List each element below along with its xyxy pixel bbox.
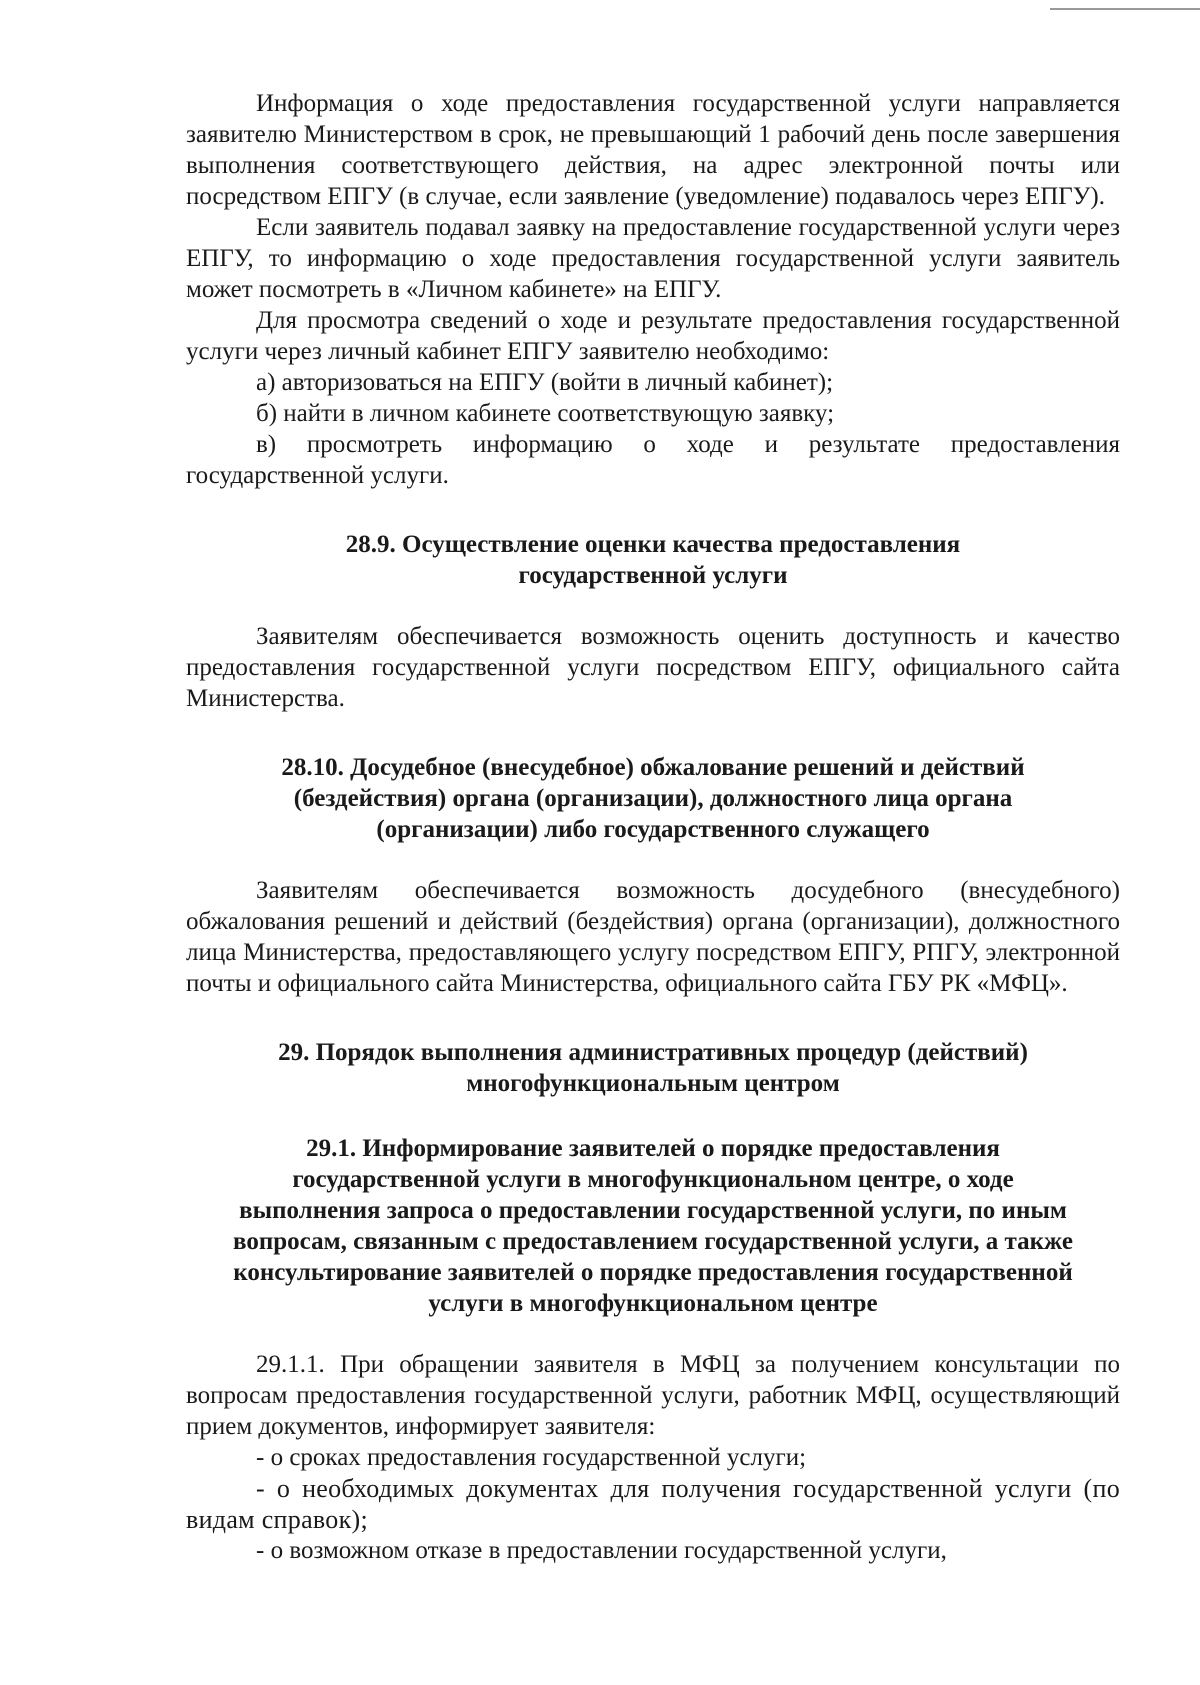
section-heading-28-10 xyxy=(158,752,1148,845)
heading-line: консультирование заявителей о порядке предоставления государственной xyxy=(233,1259,1073,1286)
heading-line: выполнения запроса о предоставлении государственной услуги, по иным xyxy=(239,1197,1067,1224)
heading-line: государственной услуги в многофункциональном центре, о ходе xyxy=(292,1166,1014,1193)
heading-line: услуги в многофункциональном центре xyxy=(428,1290,878,1317)
heading-line: 28.10. Досудебное (внесудебное) обжалование решений и действий xyxy=(281,754,1025,781)
paragraph-epgu-cabinet: Если заявитель подавал заявку на предоставление государственной услуги через ЕПГУ, то информацию о ходе предоставления государственной услуги заявитель может посмотреть в «Личном кабинете» на ЕПГУ. xyxy=(186,214,1120,303)
heading-line: (организации) либо государственного служащего xyxy=(376,816,930,843)
list-item-b: б) найти в личном кабинете соответствующую заявку; xyxy=(256,400,835,427)
heading-line: вопросам, связанным с предоставлением государственной услуги, а также xyxy=(233,1228,1073,1255)
paragraph-view-steps-intro: Для просмотра сведений о ходе и результате предоставления государственной услуги через личный кабинет ЕПГУ заявителю необходимо: xyxy=(186,307,1120,365)
list-item-a: а) авторизоваться на ЕПГУ (войти в личный кабинет); xyxy=(256,369,834,396)
section-heading-29-1 xyxy=(158,1133,1148,1319)
list-item-terms: - о сроках предоставления государственной услуги; xyxy=(256,1444,807,1471)
paragraph-quality-assessment: Заявителям обеспечивается возможность оценить доступность и качество предоставления государственной услуги посредством ЕПГУ, официального сайта Министерства. xyxy=(186,623,1120,712)
paragraph-pretrial-appeal: Заявителям обеспечивается возможность досудебного (внесудебного) обжалования решений и действий (бездействия) органа (организации), должностного лица Министерства, предоставляющего услугу посредством ЕПГУ, РПГУ, электронной почты и официального сайта Министерства, официального сайта ГБУ РК «МФЦ». xyxy=(186,877,1120,997)
paragraph-29-1-1: 29.1.1. При обращении заявителя в МФЦ за получением консультации по вопросам предоставления государственной услуги, работник МФЦ, осуществляющий прием документов, информирует заявителя: xyxy=(186,1351,1120,1440)
document-page xyxy=(186,88,1120,1566)
list-item-documents: - о необходимых документах для получения государственной услуги (по видам справок); xyxy=(186,1474,1120,1534)
heading-line: 29.1. Информирование заявителей о порядке предоставления xyxy=(306,1135,1000,1162)
list-item-v: в) просмотреть информацию о ходе и результате предоставления государственной услуги. xyxy=(186,431,1120,489)
list-item-refusal: - о возможном отказе в предоставлении государственной услуги, xyxy=(256,1537,947,1564)
paragraph-info-progress: Информация о ходе предоставления государственной услуги направляется заявителю Министерством в срок, не превышающий 1 рабочий день после завершения выполнения соответствующего действия, на адрес электронной почты или посредством ЕПГУ (в случае, если заявление (уведомление) подавалось через ЕПГУ). xyxy=(186,90,1120,210)
top-edge-rule xyxy=(1050,8,1200,10)
heading-line: 28.9. Осуществление оценки качества предоставления xyxy=(345,531,961,558)
heading-line: (бездействия) органа (организации), должностного лица органа xyxy=(293,785,1013,812)
heading-line: государственной услуги xyxy=(518,562,788,589)
heading-line: 29. Порядок выполнения административных процедур (действий) xyxy=(278,1039,1028,1066)
heading-line: многофункциональным центром xyxy=(466,1070,840,1097)
section-heading-29 xyxy=(186,1037,1120,1099)
section-heading-28-9 xyxy=(186,529,1120,591)
